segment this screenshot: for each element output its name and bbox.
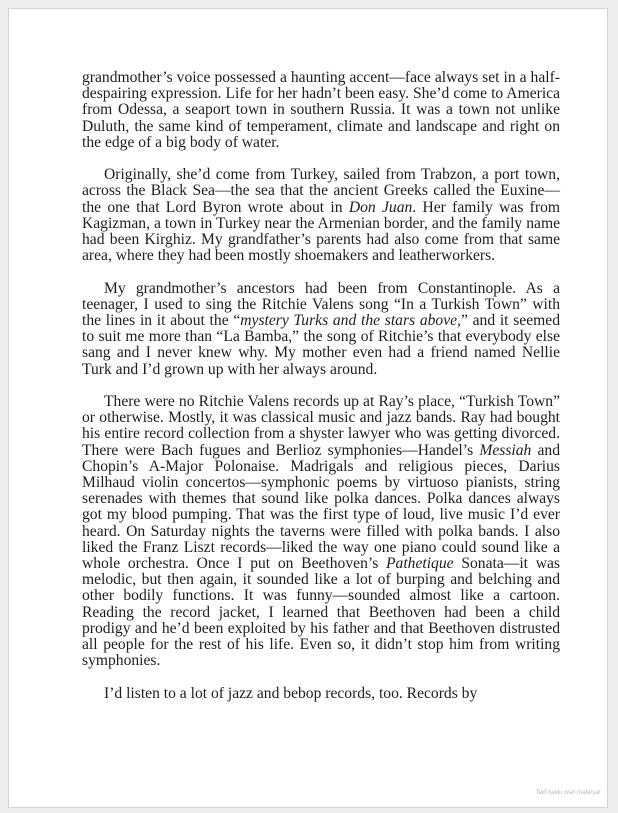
text-run: . Her family was from Kagizman, a town in Turkey near the Armenian border, and the family name had been Kirghiz. My grandfather’s parents had also come from that same area, where they had been mostly shoemakers and leatherworkers. [82,198,560,265]
paragraph-4 [82,394,560,669]
italic-text-run: Pathetique [386,555,454,573]
paragraph-3 [82,281,560,378]
text-run: Originally, she’d come from Turkey, sailed from Trabzon, a port town, across the Black Sea—the sea that the ancient Greeks called the Euxine—the one that Lord Byron wrote about in [82,166,560,216]
text-run: and Chopin’s A-Major Polonaise. Madrigals and religious pieces, Darius Milhaud violin concertos—symphonic poems by virtuoso pianists, string serenades with themes that sound like polka dances. Polka dances always got my blood pumping. That was the first type of loud, live music I’d ever heard. On Saturday nights the taverns were filled with polka bands. I also liked the Franz Liszt records—liked the way one piano could sound like a whole orchestra. Once I put on Beethoven’s [82,441,561,573]
text-run: There were no Ritchie Valens records up at Ray’s place, “Turkish Town” or otherwise. Mostly, it was classical music and jazz bands. Ray had bought his entire record collection from a shyster lawyer who was getting divorced. There were Bach fugues and Berlioz symphonies—Handel’s [82,393,560,459]
text-run: grandmother’s voice possessed a haunting accent—face always set in a half-despairing expression. Life for her hadn’t been easy. She’d come to America from Odessa, a seaport town in southern Russia. It was a town not unlike Duluth, the same kind of temperament, climate and landscape and right on the edge of a big body of water. [82,69,560,151]
paragraph-1 [82,70,560,151]
paragraph-5 [82,686,560,702]
text-run: ” and it seemed to suit me more than “La Bamba,” the song of Ritchie’s that everybody else sang and I never knew why. My mother even had a friend named Nellie Turk and I’d grown up with her always around. [82,312,561,378]
text-run: Sonata—it was melodic, but then again, it sounded like a lot of burping and belching and other bodily functions. It was funny—sounded almost like a cartoon. Reading the record jacket, I learned that Beethoven had been a child prodigy and he’d been exploited by his father and that Beethoven distrusted all people for the rest of his life. Even so, it didn’t stop him from writing symphonies. [82,555,561,670]
text-run: I’d listen to a lot of jazz and bebop records, too. Records by [104,684,478,702]
italic-text-run: mystery Turks and the stars above, [240,312,461,330]
text-run: My grandmother’s ancestors had been from Constantinople. As a teenager, I used to sing the Ritchie Valens song “In a Turkish Town” with the lines in it about the “ [82,279,560,330]
document-page [8,8,608,808]
copyright-watermark: Telif hakkı olan materyal [535,790,600,796]
italic-text-run: Don Juan [348,198,413,216]
italic-text-run: Messiah [479,441,532,459]
body-text [82,70,560,718]
paragraph-2 [82,167,560,264]
